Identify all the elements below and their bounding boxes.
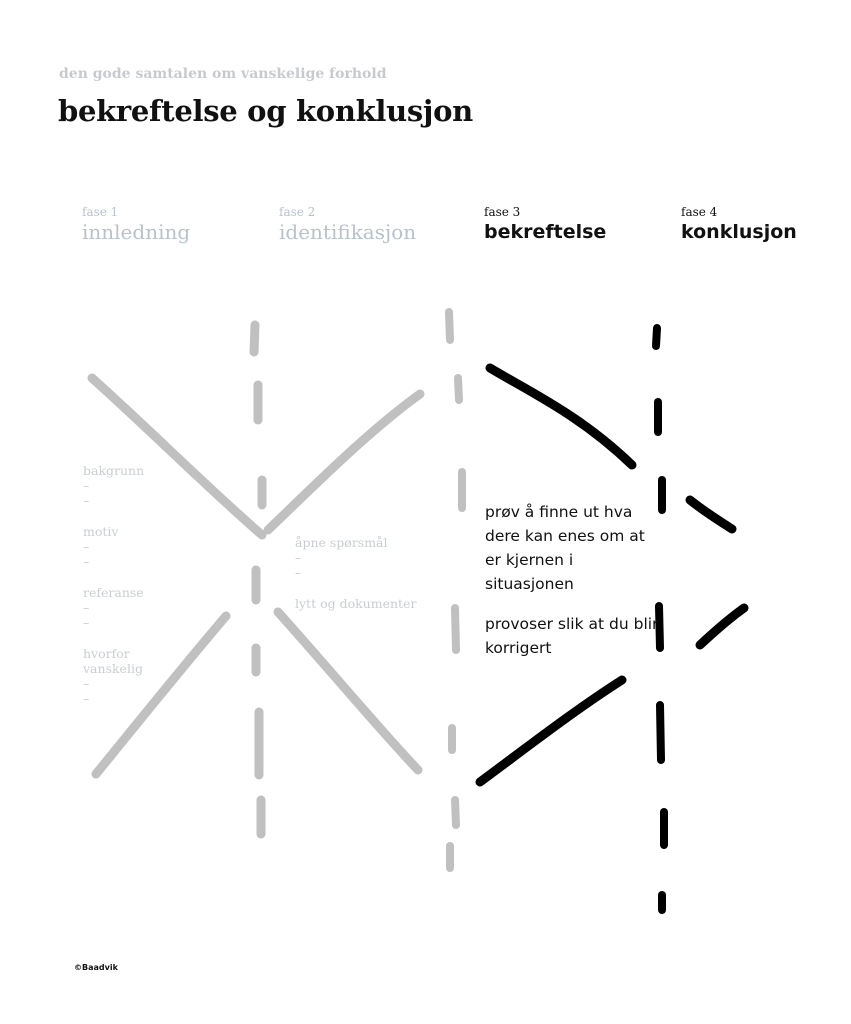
note-dash: – [83,676,90,691]
divider-3-dash [656,328,657,346]
phase-1-name: innledning [82,220,191,244]
note-dash: – [83,539,90,554]
note-group-reference [83,585,163,630]
note-open-questions: åpne spørsmål [295,535,388,550]
note-label: referanse [83,585,144,600]
note-dash: – [83,615,90,630]
phase-2-divider [449,312,462,868]
phase-2-diagonal-down [278,612,418,770]
note-dash: – [295,565,302,580]
phase-2-number: fase 2 [279,205,316,219]
note-label: bakgrunn [83,463,145,478]
divider-2-dash [458,378,459,400]
phase-3-notes [485,500,665,676]
phase-3-upper-stroke [490,368,632,465]
phase-4-upper-stroke [690,500,732,529]
phase-4-number: fase 4 [681,205,718,219]
phase-4-lower-stroke [700,608,744,645]
note-dash: – [83,691,90,706]
divider-2-dash [455,800,456,825]
note-dash: – [83,600,90,615]
note-listen-document: lytt og dokumenter [295,596,417,611]
note-dash: – [83,554,90,569]
note-label: hvorfor vanskelig [83,646,143,676]
note-label: motiv [83,524,119,539]
note-dash: – [83,493,90,508]
note-group-motive [83,524,163,569]
phase-3-number: fase 3 [484,205,521,219]
phase-1-number: fase 1 [82,205,119,219]
divider-3-dash [660,705,661,760]
note-dash: – [83,478,90,493]
phase-1-notes [83,463,163,722]
phase-3-name: bekreftelse [484,221,607,243]
footer-logo: ©Baadvik [74,963,118,972]
page-title: bekreftelse og konklusjon [58,94,473,128]
advice-find-core: prøv å finne ut hva dere kan enes om at er kjernen i situasjonen [485,503,645,593]
divider-1-dash [254,325,255,352]
phase-2-diagonal-up [268,394,420,530]
note-dash: – [295,550,302,565]
phase-2-name: identifikasjon [279,220,417,244]
note-group-background [83,463,163,508]
phase-2-notes [295,535,416,611]
divider-2-dash [455,608,456,650]
advice-provoke: provoser slik at du blir korrigert [485,615,659,657]
divider-2-dash [449,312,450,340]
phase-1-divider [254,325,262,834]
page-subtitle: den gode samtalen om vanskelige forhold [59,66,387,82]
phase-4-name: konklusjon [681,221,797,243]
note-group-why-difficult [83,646,163,706]
phase-3-lower-stroke [480,680,622,782]
